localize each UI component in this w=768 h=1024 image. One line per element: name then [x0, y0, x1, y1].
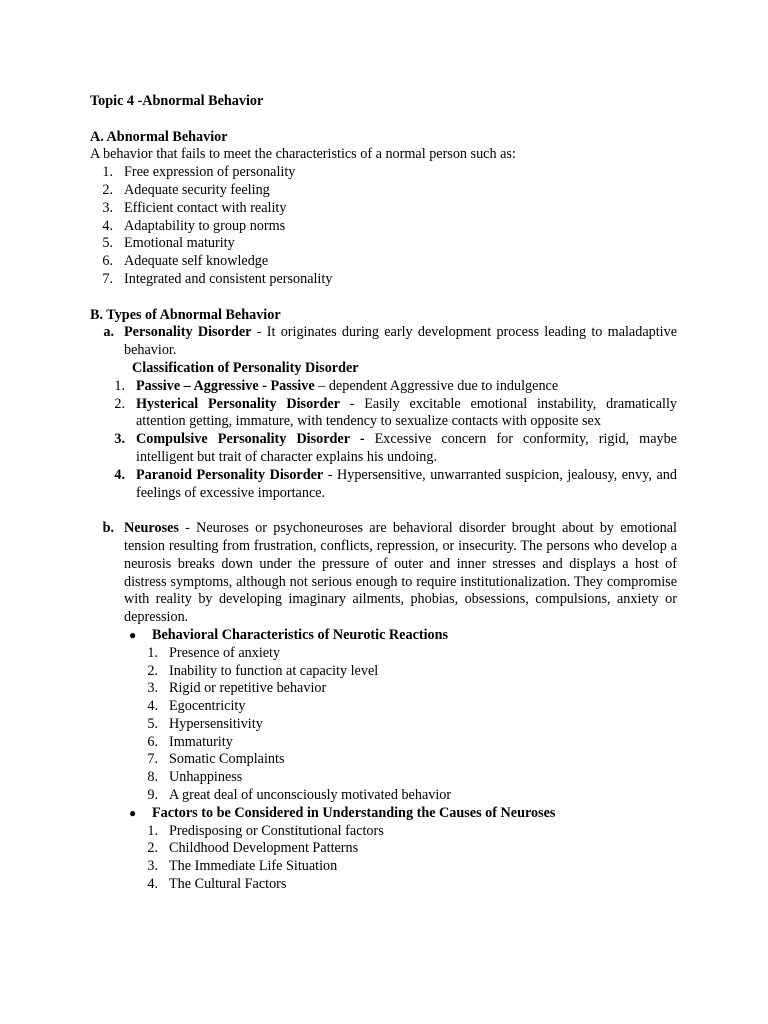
list-number: 4.	[147, 698, 158, 715]
bullet-heading: Factors to be Considered in Understanding the Causes of Neuroses	[152, 804, 556, 821]
bullet-heading: Behavioral Characteristics of Neurotic Reactions	[152, 626, 449, 643]
item-label: a.	[103, 324, 114, 341]
list-item	[90, 787, 677, 805]
list-item	[90, 200, 677, 218]
item-text: - It originates during early development process leading to maladaptive behavior.	[124, 324, 677, 359]
list-item	[90, 716, 677, 734]
list-item	[90, 645, 677, 663]
list-text: Emotional maturity	[124, 235, 235, 252]
list-item	[90, 698, 677, 716]
list-number: 3.	[147, 680, 158, 697]
list-number: 3.	[147, 858, 158, 875]
list-term: Hysterical Personality Disorder	[136, 395, 340, 412]
list-item	[90, 840, 677, 858]
list-number: 1.	[102, 164, 113, 181]
list-term: Passive – Aggressive - Passive	[136, 377, 315, 394]
list-item	[90, 769, 677, 787]
causes-list	[90, 823, 677, 894]
personality-disorder-item	[90, 324, 677, 360]
list-text: Adaptability to group norms	[124, 217, 286, 234]
bullet-behavioral-characteristics	[90, 627, 677, 645]
document-content	[90, 93, 677, 894]
list-item	[90, 858, 677, 876]
list-number: 5.	[147, 715, 158, 732]
section-a-list	[90, 164, 677, 289]
item-text: - Neuroses or psychoneuroses are behavioral disorder brought about by emotional tension resulting from frustration, conflicts, repression, or insecurity. The persons who develop a neurosis breaks down under the pressure of outer and inner stresses and displays a host of distress symptoms, although not serious enough to require institutionalization. They compromise with reality by developing imaginary ailments, phobias, obsessions, compulsions, anxiety or depression.	[124, 520, 677, 626]
list-item	[90, 253, 677, 271]
list-text: - Hypersensitive, unwarranted suspicion, jealousy, envy, and feelings of excessive importance.	[136, 466, 677, 501]
neurotic-characteristics-list	[90, 645, 677, 805]
page-title: Topic 4 -Abnormal Behavior	[90, 93, 264, 109]
list-text: Childhood Development Patterns	[169, 840, 359, 857]
list-number: 7.	[147, 751, 158, 768]
list-number: 8.	[147, 769, 158, 786]
item-term: Neuroses	[124, 520, 179, 537]
list-text: Presence of anxiety	[169, 644, 281, 661]
list-text: Efficient contact with reality	[124, 199, 287, 216]
list-text: The Cultural Factors	[169, 876, 287, 893]
bullet-icon: ●	[129, 805, 137, 820]
list-number: 2.	[147, 662, 158, 679]
list-number: 9.	[147, 787, 158, 804]
list-item	[90, 182, 677, 200]
list-item	[90, 467, 677, 503]
list-item	[90, 663, 677, 681]
list-item	[90, 751, 677, 769]
list-number: 2.	[114, 395, 125, 412]
section-a-heading: A. Abnormal Behavior	[90, 128, 228, 145]
list-number: 1.	[147, 822, 158, 839]
personality-list	[90, 378, 677, 503]
bullet-icon: ●	[129, 627, 137, 642]
list-text: Free expression of personality	[124, 164, 296, 181]
list-number: 6.	[147, 733, 158, 750]
list-item	[90, 396, 677, 432]
list-number: 1.	[147, 644, 158, 661]
item-label: b.	[102, 520, 114, 537]
list-text: Hypersensitivity	[169, 715, 263, 732]
list-number: 4.	[114, 466, 125, 483]
list-item	[90, 680, 677, 698]
list-number: 3.	[114, 431, 125, 448]
section-b-heading: B. Types of Abnormal Behavior	[90, 306, 281, 323]
neuroses-item	[90, 520, 677, 627]
list-text: Egocentricity	[169, 698, 246, 715]
list-item	[90, 218, 677, 236]
section-a-intro: A behavior that fails to meet the characteristics of a normal person such as:	[90, 146, 516, 163]
list-number: 3.	[102, 199, 113, 216]
list-text: – dependent Aggressive due to indulgence	[314, 377, 559, 394]
list-item	[90, 271, 677, 289]
list-text: Integrated and consistent personality	[124, 270, 333, 287]
list-text: - Easily excitable emotional instability, dramatically attention getting, immature, with tendency to sexualize contacts with opposite sex	[136, 395, 678, 430]
list-text: A great deal of unconsciously motivated behavior	[169, 787, 452, 804]
list-text: Predisposing or Constitutional factors	[169, 822, 384, 839]
list-number: 6.	[102, 253, 113, 270]
list-number: 2.	[147, 840, 158, 857]
list-term: Paranoid Personality Disorder	[136, 466, 324, 483]
list-term: Compulsive Personality Disorder -	[136, 431, 365, 448]
list-text: Immaturity	[169, 733, 233, 750]
list-number: 4.	[102, 217, 113, 234]
list-number: 5.	[102, 235, 113, 252]
bullet-causes-of-neuroses	[90, 805, 677, 823]
list-text: Inability to function at capacity level	[169, 662, 379, 679]
list-item	[90, 378, 677, 396]
list-text: Adequate self knowledge	[124, 253, 269, 270]
classification-heading: Classification of Personality Disorder	[132, 359, 359, 376]
list-text: Unhappiness	[169, 769, 243, 786]
list-number: 1.	[114, 377, 125, 394]
list-number: 7.	[102, 270, 113, 287]
list-item	[90, 164, 677, 182]
list-text: Rigid or repetitive behavior	[169, 680, 327, 697]
list-text: Adequate security feeling	[124, 181, 270, 198]
list-text: Excessive concern for conformity, rigid, maybe intelligent but trait of character explains his undoing.	[136, 431, 677, 465]
list-item	[90, 734, 677, 752]
list-number: 4.	[147, 876, 158, 893]
list-item	[90, 235, 677, 253]
list-item	[90, 431, 677, 467]
list-item	[90, 876, 677, 894]
item-term: Personality Disorder	[124, 324, 252, 341]
list-number: 2.	[102, 181, 113, 198]
list-item	[90, 823, 677, 841]
list-text: The Immediate Life Situation	[169, 858, 338, 875]
list-text: Somatic Complaints	[169, 751, 285, 768]
